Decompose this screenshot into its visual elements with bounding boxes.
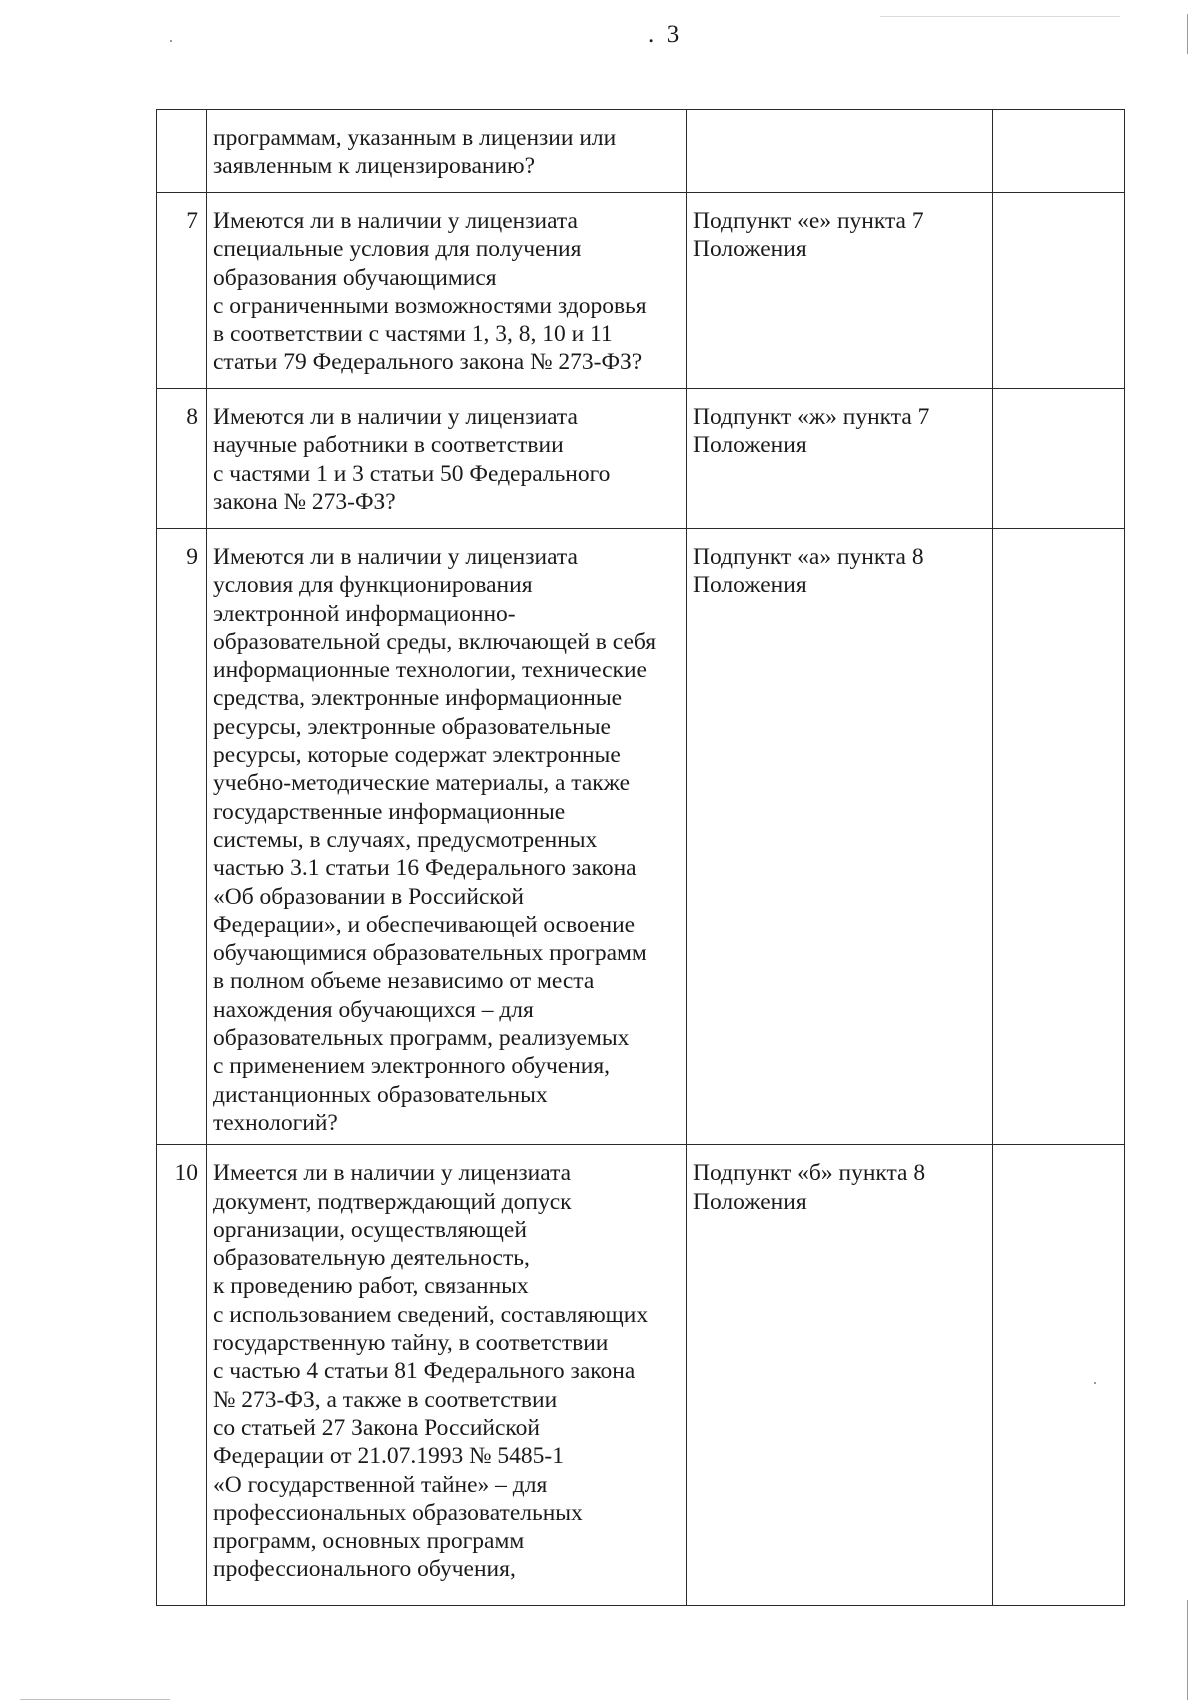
norm-reference-cell: Подпункт «а» пункта 8 Положения [687, 529, 993, 1145]
question-cell: программам, указанным в лицензии или заявленным к лицензированию? [207, 110, 687, 193]
row-number [157, 110, 207, 193]
scan-artifact-dot [170, 40, 172, 42]
question-cell: Имеется ли в наличии у лицензиата документ, подтверждающий допуск организации, осуществляющей образовательную деятельность, к проведению работ, связанных с использованием сведений, составляющих государственную тайну, в соответствии с частью 4 статьи 81 Федерального закона № 273-ФЗ, а также в соответствии со статьей 27 Закона Российской Федерации от 21.07.1993 № 5485-1 «О государственной тайне» – для профессиональных образовательных программ, основных программ профессионального обучения, [207, 1145, 687, 1606]
norm-reference-cell: Подпункт «б» пункта 8 Положения [687, 1145, 993, 1606]
answer-cell [993, 529, 1125, 1145]
page-number-value: 3 [666, 21, 680, 48]
norm-reference-cell [687, 110, 993, 193]
norm-reference-cell: Подпункт «е» пункта 7 Положения [687, 193, 993, 389]
table-row [157, 1145, 1125, 1606]
question-cell: Имеются ли в наличии у лицензиата научные работники в соответствии с частями 1 и 3 статьи 50 Федерального закона № 273-ФЗ? [207, 389, 687, 529]
row-number: 7 [157, 193, 207, 389]
answer-cell [993, 110, 1125, 193]
scan-artifact-top-edge [880, 16, 1120, 17]
answer-cell [993, 193, 1125, 389]
checklist-table [156, 109, 1125, 1606]
norm-reference-cell: Подпункт «ж» пункта 7 Положения [687, 389, 993, 529]
page-number-prefix: . [648, 21, 655, 48]
row-number: 8 [157, 389, 207, 529]
table-row [157, 110, 1125, 193]
answer-cell [993, 1145, 1125, 1606]
page-number [648, 22, 679, 47]
table-row [157, 529, 1125, 1145]
scan-artifact-bottom-edge [20, 1699, 170, 1700]
row-number: 10 [157, 1145, 207, 1606]
answer-cell [993, 389, 1125, 529]
question-cell: Имеются ли в наличии у лицензиата условия для функционирования электронной информационно- образовательной среды, включающей в себя информационные технологии, технические средства, электронные информационные ресурсы, электронные образовательные ресурсы, которые содержат электронные учебно-методические материалы, а также государственные информационные системы, в случаях, предусмотренных частью 3.1 статьи 16 Федерального закона «Об образовании в Российской Федерации», и обеспечивающей освоение обучающимися образовательных программ в полном объеме независимо от места нахождения обучающихся – для образовательных программ, реализуемых с применением электронного обучения, дистанционных образовательных технологий? [207, 529, 687, 1145]
table-row [157, 389, 1125, 529]
table-row [157, 193, 1125, 389]
scan-artifact-dot [1094, 1382, 1096, 1384]
question-cell: Имеются ли в наличии у лицензиата специальные условия для получения образования обучающимися с ограниченными возможностями здоровья в соответствии с частями 1, 3, 8, 10 и 11 статьи 79 Федерального закона № 273-ФЗ? [207, 193, 687, 389]
scan-artifact-right-edge [1187, 14, 1188, 54]
row-number: 9 [157, 529, 207, 1145]
scan-artifact-right-edge [1187, 1600, 1188, 1700]
